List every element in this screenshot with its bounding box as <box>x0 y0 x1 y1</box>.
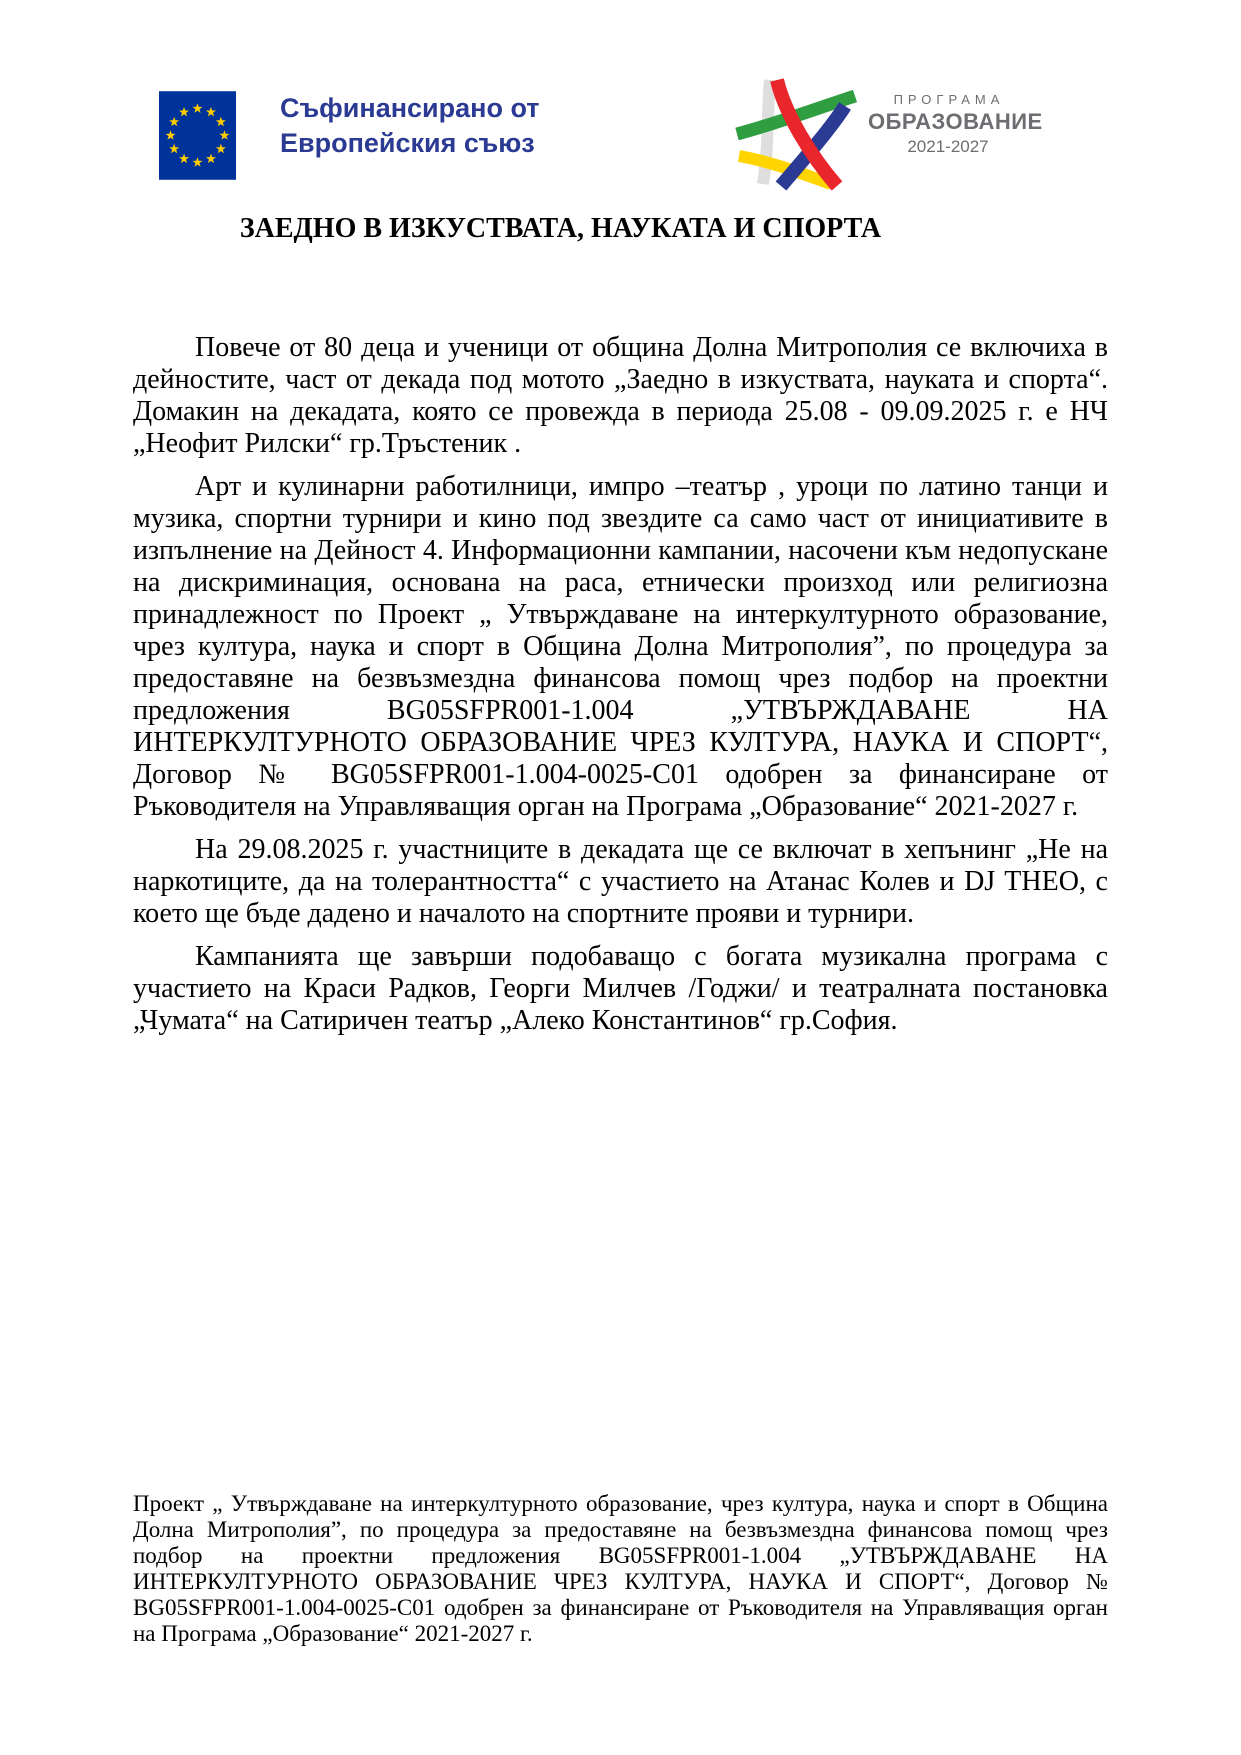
body-paragraph: Кампанията ще завърши подобаващо с богата музикална програма с участието на Краси Радков, Георги Милчев /Годжи/ и театралната постановка „Чумата“ на Сатиричен театър „Алеко Константинов“ гр.София. <box>133 941 1108 1036</box>
programme-label-top: ПРОГРАМА <box>893 92 1005 107</box>
document-body <box>133 332 1108 1048</box>
page-title: ЗАЕДНО В ИЗКУСТВАТА, НАУКАТА И СПОРТА <box>239 213 882 244</box>
project-footer-note: Проект „ Утвърждаване на интеркултурното образование, чрез култура, наука и спорт в Община Долна Митрополия”, по процедура за предоставяне на безвъзмездна финансова помощ чрез подбор на проектни предложения BG05SFPR001-1.004 „УТВЪРЖДАВАНЕ НА ИНТЕРКУЛТУРНОТО ОБРАЗОВАНИЕ ЧРЕЗ КУЛТУРА, НАУКА И СПОРТ“, Договор № BG05SFPR001-1.004-0025-C01 одобрен за финансиране от Ръководителя на Управляващия орган на Програма „Образование“ 2021-2027 г. <box>133 1491 1108 1646</box>
eu-flag-icon <box>159 89 236 182</box>
body-paragraph: Повече от 80 деца и ученици от община Долна Митрополия се включиха в дейностите, част от декада под мотото „Заедно в изкуствата, науката и спорта“. Домакин на декадата, която се провежда в периода 25.08 - 09.09.2025 г. е НЧ „Неофит Рилски“ гр.Тръстеник . <box>133 332 1108 459</box>
eu-cofunded-line1: Съфинансирано от <box>280 93 540 123</box>
header <box>133 80 1108 195</box>
body-paragraph: На 29.08.2025 г. участниците в декадата ще се включат в хепънинг „Не на наркотиците, да на толерантността“ с участието на Атанас Колев и DJ THEO, с което ще бъде дадено и началото на спортните прояви и турнири. <box>133 834 1108 929</box>
programme-label-years: 2021-2027 <box>907 137 989 156</box>
eu-cofunded-text <box>280 91 540 161</box>
programme-ribbons-icon <box>733 76 863 191</box>
eu-cofunded-line2: Европейския съюз <box>280 128 535 158</box>
body-paragraph: Арт и кулинарни работилници, импро –театър , уроци по латино танци и музика, спортни турнири и кино под звездите са само част от инициативите в изпълнение на Дейност 4. Информационни кампании, насочени към недопускане на дискриминация, основана на раса, етнически произход или религиозна принадлежност по Проект „ Утвърждаване на интеркултурното образование, чрез култура, наука и спорт в Община Долна Митрополия”, по процедура за предоставяне на безвъзмездна финансова помощ чрез подбор на проектни предложения BG05SFPR001-1.004 „УТВЪРЖДАВАНЕ НА ИНТЕРКУЛТУРНОТО ОБРАЗОВАНИЕ ЧРЕЗ КУЛТУРА, НАУКА И СПОРТ“, Договор № BG05SFPR001-1.004-0025-C01 одобрен за финансиране от Ръководителя на Управляващия орган на Програма „Образование“ 2021-2027 г. <box>133 471 1108 822</box>
programme-logo-text <box>868 92 1043 157</box>
programme-label-main: ОБРАЗОВАНИЕ <box>868 109 1043 134</box>
